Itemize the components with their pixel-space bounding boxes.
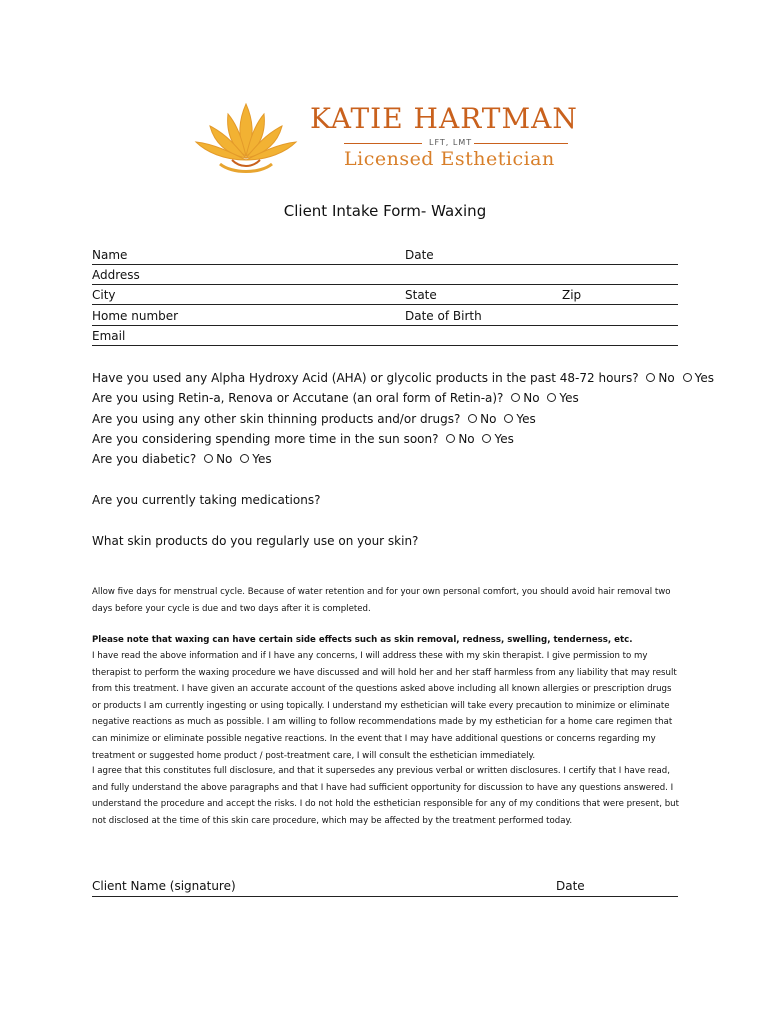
- question-text: Are you using Retin-a, Renova or Accutane (an oral form of Retin-a)?: [92, 391, 504, 405]
- logo-credentials: LFT, LMT: [429, 138, 473, 147]
- option-no-label: No: [523, 391, 540, 405]
- question-sun: [92, 432, 514, 446]
- dob-label: Date of Birth: [405, 309, 482, 323]
- email-line[interactable]: [92, 345, 678, 346]
- date-label: Date: [405, 248, 434, 262]
- option-yes-label: Yes: [252, 452, 272, 466]
- option-no-label: No: [216, 452, 233, 466]
- option-no-label: No: [458, 432, 475, 446]
- logo-divider-right: [474, 143, 568, 144]
- option-no-label: No: [658, 371, 675, 385]
- skin-products-question: What skin products do you regularly use on your skin?: [92, 534, 419, 548]
- radio-no[interactable]: [646, 373, 655, 382]
- medications-question: Are you currently taking medications?: [92, 493, 321, 507]
- consent-paragraph-2: I agree that this constitutes full disclosure, and that it supersedes any previous verbal or written disclosures. I certify that I have read, and fully understand the above paragraphs and that I have had sufficient opportunity for discussion to have any questions answered. I understand the procedure and accept the risks. I do not hold the esthetician responsible for any of my conditions that were present, but not disclosed at the time of this skin care procedure, which may be affected by the treatment performed today.: [92, 766, 679, 826]
- name-date-line[interactable]: [92, 264, 678, 265]
- question-diabetic: [92, 452, 272, 466]
- home-number-label: Home number: [92, 309, 179, 323]
- radio-no[interactable]: [204, 454, 213, 463]
- question-retin-a: [92, 391, 579, 405]
- question-aha: [92, 371, 714, 385]
- radio-no[interactable]: [468, 414, 477, 423]
- option-yes-label: Yes: [494, 432, 514, 446]
- question-skin-thinning: [92, 412, 536, 426]
- option-no-label: No: [480, 412, 497, 426]
- radio-yes[interactable]: [482, 434, 491, 443]
- state-label: State: [405, 288, 437, 302]
- radio-yes[interactable]: [504, 414, 513, 423]
- name-label: Name: [92, 248, 128, 262]
- radio-yes[interactable]: [240, 454, 249, 463]
- signature-date-label: Date: [556, 879, 585, 893]
- menstrual-note: Allow five days for menstrual cycle. Because of water retention and for your own personal comfort, you should avoid hair removal two days before your cycle is due and two days after it is completed.: [92, 587, 671, 614]
- email-label: Email: [92, 329, 126, 343]
- home-dob-line[interactable]: [92, 325, 678, 326]
- client-signature-label: Client Name (signature): [92, 879, 236, 893]
- zip-label: Zip: [562, 288, 582, 302]
- city-label: City: [92, 288, 116, 302]
- radio-no[interactable]: [511, 393, 520, 402]
- question-text: Are you diabetic?: [92, 452, 197, 466]
- logo-tagline: Licensed Esthetician: [344, 148, 555, 170]
- option-yes-label: Yes: [516, 412, 536, 426]
- city-state-zip-line[interactable]: [92, 304, 678, 305]
- question-text: Are you considering spending more time in the sun soon?: [92, 432, 439, 446]
- radio-no[interactable]: [446, 434, 455, 443]
- address-label: Address: [92, 268, 140, 282]
- form-title: Client Intake Form- Waxing: [283, 202, 487, 220]
- question-text: Have you used any Alpha Hydroxy Acid (AHA) or glycolic products in the past 48-72 hours?: [92, 371, 639, 385]
- signature-line[interactable]: [92, 896, 678, 897]
- business-logo: [186, 94, 586, 180]
- consent-paragraph-1: I have read the above information and if I have any concerns, I will address these with my skin therapist. I give permission to my therapist to perform the waxing procedure we have discussed and will hold her and her staff harmless from any liability that may result from this treatment. I have given an accurate account of the questions asked above including all known allergies or prescription drugs or products I am currently ingesting or using topically. I understand my esthetician will take every precaution to minimize or eliminate negative reactions as much as possible. I am willing to follow recommendations made by my esthetician for a home care regimen that can minimize or eliminate possible negative reactions. In the event that I may have additional questions or concerns regarding my treatment or suggested home product / post-treatment care, I will consult the esthetician immediately.: [92, 651, 677, 761]
- side-effects-note: Please note that waxing can have certain side effects such as skin removal, redness, swelling, tenderness, etc.: [92, 635, 633, 645]
- logo-divider-left: [344, 143, 422, 144]
- logo-name: KATIE HARTMAN: [310, 102, 578, 135]
- option-yes-label: Yes: [694, 371, 714, 385]
- lotus-icon: [186, 94, 306, 180]
- question-text: Are you using any other skin thinning products and/or drugs?: [92, 412, 461, 426]
- address-line[interactable]: [92, 284, 678, 285]
- radio-yes[interactable]: [547, 393, 556, 402]
- option-yes-label: Yes: [559, 391, 579, 405]
- radio-yes[interactable]: [683, 373, 692, 382]
